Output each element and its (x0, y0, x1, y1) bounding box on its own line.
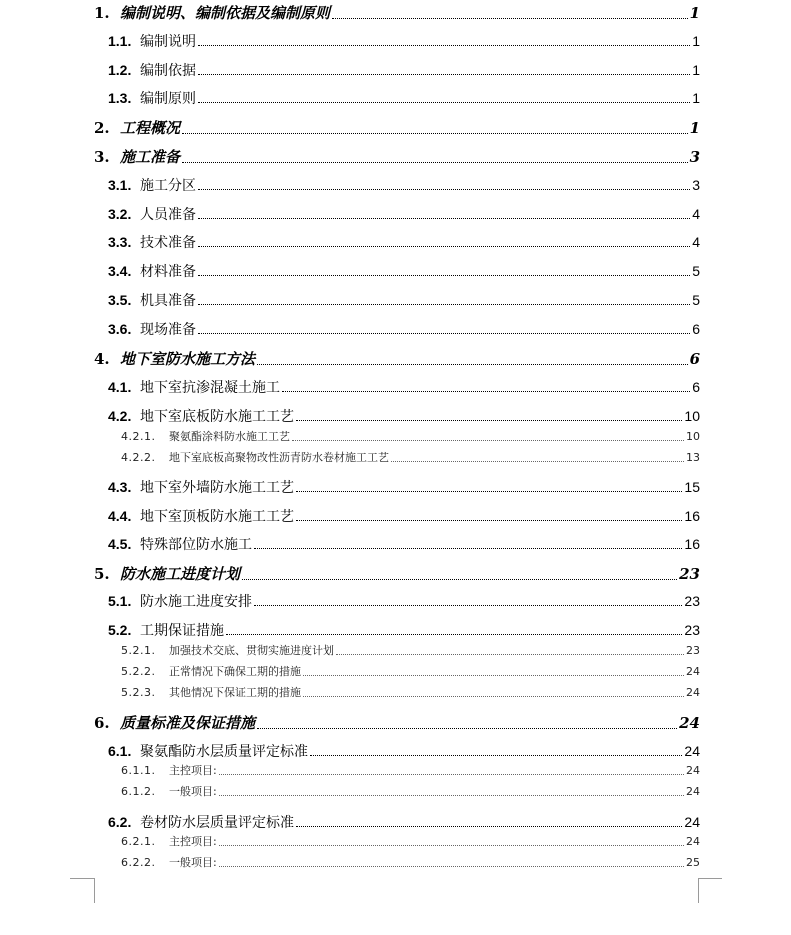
toc-dot-leader (303, 675, 684, 676)
toc-entry[interactable] (108, 509, 700, 524)
toc-entry-number: 6.2. (108, 814, 132, 830)
toc-entry-title: 人员准备 (140, 206, 196, 222)
toc-entry-title: 施工分区 (140, 177, 196, 193)
toc-entry-page-number: 5 (692, 292, 700, 308)
toc-dot-leader (198, 246, 690, 247)
toc-entry-number: 5. (94, 565, 110, 583)
toc-entry[interactable] (108, 264, 700, 279)
toc-entry-page-number: 24 (686, 785, 700, 798)
toc-entry-page-number: 24 (686, 686, 700, 699)
toc-entry-number: 5.2. (108, 622, 132, 638)
toc-dot-leader (296, 520, 682, 521)
toc-entry-title: 正常情况下确保工期的措施 (169, 665, 301, 678)
toc-entry-number: 1.1. (108, 33, 132, 49)
toc-entry-page-number: 1 (689, 119, 700, 137)
toc-entry-title: 地下室外墙防水施工工艺 (140, 479, 294, 495)
toc-entry-number: 6.2.1. (121, 835, 156, 848)
toc-entry-title: 一般项目: (169, 785, 217, 798)
toc-entry-title: 地下室底板防水施工工艺 (140, 408, 294, 424)
toc-entry[interactable] (121, 645, 700, 657)
toc-entry[interactable] (108, 178, 700, 193)
toc-dot-leader (282, 391, 690, 392)
toc-entry-title: 主控项目: (169, 835, 217, 848)
toc-entry-page-number: 1 (692, 33, 700, 49)
toc-dot-leader (198, 304, 690, 305)
toc-dot-leader (219, 845, 684, 846)
toc-entry-number: 2. (94, 119, 110, 137)
toc-entry-title: 地下室底板高聚物改性沥青防水卷材施工工艺 (169, 451, 389, 464)
toc-dot-leader (257, 728, 677, 729)
toc-entry-number: 5.2.3. (121, 686, 156, 699)
toc-entry-page-number: 24 (684, 814, 700, 830)
page-corner-mark-right (698, 878, 722, 903)
toc-entry-title: 聚氨酯涂料防水施工工艺 (169, 430, 290, 443)
toc-entry-number: 4.2. (108, 408, 132, 424)
toc-entry[interactable] (121, 857, 700, 869)
toc-entry[interactable] (108, 34, 700, 49)
toc-entry-title: 现场准备 (140, 321, 196, 337)
toc-entry[interactable] (108, 293, 700, 308)
toc-dot-leader (310, 755, 682, 756)
toc-entry-title: 技术准备 (140, 234, 196, 250)
toc-dot-leader (219, 774, 684, 775)
toc-dot-leader (219, 795, 684, 796)
toc-entry-number: 3.5. (108, 292, 132, 308)
toc-dot-leader (198, 45, 690, 46)
toc-entry-page-number: 3 (689, 148, 700, 166)
toc-entry-page-number: 23 (686, 644, 700, 657)
toc-entry[interactable] (121, 666, 700, 678)
toc-entry-page-number: 24 (684, 743, 700, 759)
toc-dot-leader (296, 420, 682, 421)
toc-dot-leader (198, 333, 690, 334)
toc-entry-title: 施工准备 (120, 148, 181, 166)
toc-entry-title: 工期保证措施 (140, 622, 224, 638)
toc-entry-page-number: 16 (684, 508, 700, 524)
toc-entry[interactable] (94, 5, 700, 22)
toc-entry-page-number: 15 (684, 479, 700, 495)
toc-entry[interactable] (108, 480, 700, 495)
toc-entry-number: 4.3. (108, 479, 132, 495)
toc-entry-title: 编制说明 (140, 33, 196, 49)
toc-dot-leader (292, 440, 684, 441)
toc-entry-number: 3.2. (108, 206, 132, 222)
toc-entry[interactable] (108, 235, 700, 250)
toc-entry-page-number: 10 (686, 430, 700, 443)
toc-entry-page-number: 23 (684, 622, 700, 638)
toc-entry[interactable] (94, 120, 700, 137)
toc-entry-number: 5.2.1. (121, 644, 156, 657)
toc-entry-title: 机具准备 (140, 292, 196, 308)
toc-entry-title: 一般项目: (169, 856, 217, 869)
toc-entry-number: 4. (94, 350, 110, 368)
toc-entry-title: 地下室抗渗混凝土施工 (140, 379, 280, 395)
toc-entry-title: 编制依据 (140, 62, 196, 78)
toc-entry-number: 5.2.2. (121, 665, 156, 678)
toc-entry[interactable] (108, 207, 700, 222)
toc-entry-number: 6. (94, 714, 110, 732)
toc-entry[interactable] (108, 537, 700, 552)
toc-entry[interactable] (108, 744, 700, 759)
toc-entry-number: 3.3. (108, 234, 132, 250)
toc-entry[interactable] (108, 594, 700, 609)
toc-entry-page-number: 25 (686, 856, 700, 869)
toc-entry-title: 卷材防水层质量评定标准 (140, 814, 294, 830)
toc-dot-leader (257, 364, 688, 365)
toc-entry-page-number: 16 (684, 536, 700, 552)
toc-entry-title: 编制原则 (140, 90, 196, 106)
toc-entry-number: 4.1. (108, 379, 132, 395)
toc-entry[interactable] (121, 786, 700, 798)
toc-entry-title: 材料准备 (140, 263, 196, 279)
toc-entry[interactable] (94, 566, 700, 583)
toc-dot-leader (219, 866, 684, 867)
toc-dot-leader (303, 696, 684, 697)
toc-dot-leader (391, 461, 684, 462)
toc-entry-title: 防水施工进度安排 (140, 593, 252, 609)
toc-entry[interactable] (108, 409, 700, 424)
toc-dot-leader (198, 189, 690, 190)
toc-entry-number: 4.4. (108, 508, 132, 524)
toc-entry-number: 1.3. (108, 90, 132, 106)
toc-entry-page-number: 1 (692, 90, 700, 106)
toc-entry-number: 3.6. (108, 321, 132, 337)
toc-entry-page-number: 6 (692, 321, 700, 337)
toc-entry-page-number: 6 (692, 379, 700, 395)
toc-entry-number: 3. (94, 148, 110, 166)
toc-entry-page-number: 10 (684, 408, 700, 424)
toc-entry[interactable] (121, 687, 700, 699)
toc-dot-leader (332, 18, 688, 19)
toc-entry-page-number: 23 (679, 565, 700, 583)
toc-entry-page-number: 23 (684, 593, 700, 609)
toc-entry-page-number: 13 (686, 451, 700, 464)
toc-entry-title: 防水施工进度计划 (120, 565, 241, 583)
toc-entry-number: 5.1. (108, 593, 132, 609)
toc-dot-leader (254, 548, 682, 549)
toc-entry[interactable] (108, 380, 700, 395)
toc-entry-page-number: 5 (692, 263, 700, 279)
toc-entry-number: 4.5. (108, 536, 132, 552)
toc-dot-leader (198, 218, 690, 219)
toc-entry-page-number: 1 (692, 62, 700, 78)
toc-dot-leader (296, 491, 682, 492)
toc-dot-leader (336, 654, 684, 655)
toc-dot-leader (182, 133, 688, 134)
page-corner-mark-left (70, 878, 95, 903)
toc-entry-title: 编制说明、编制依据及编制原则 (120, 4, 331, 22)
toc-entry-title: 质量标准及保证措施 (120, 714, 256, 732)
toc-entry[interactable] (121, 431, 700, 443)
toc-entry-number: 4.2.1. (121, 430, 156, 443)
toc-entry[interactable] (108, 91, 700, 106)
toc-dot-leader (242, 579, 677, 580)
toc-entry-number: 6.1. (108, 743, 132, 759)
toc-entry-page-number: 3 (692, 177, 700, 193)
toc-entry-page-number: 4 (692, 206, 700, 222)
toc-entry-page-number: 24 (686, 835, 700, 848)
toc-entry-page-number: 6 (689, 350, 700, 368)
toc-dot-leader (198, 275, 690, 276)
toc-entry-title: 工程概况 (120, 119, 181, 137)
toc-dot-leader (226, 634, 682, 635)
toc-entry[interactable] (121, 836, 700, 848)
toc-dot-leader (198, 74, 690, 75)
toc-entry-number: 6.1.1. (121, 764, 156, 777)
toc-entry-number: 6.1.2. (121, 785, 156, 798)
toc-entry[interactable] (108, 63, 700, 78)
toc-entry-page-number: 1 (689, 4, 700, 22)
toc-entry-number: 3.4. (108, 263, 132, 279)
toc-dot-leader (296, 826, 682, 827)
toc-entry-title: 主控项目: (169, 764, 217, 777)
toc-entry-title: 地下室顶板防水施工工艺 (140, 508, 294, 524)
toc-entry[interactable] (121, 452, 700, 464)
toc-entry-title: 聚氨酯防水层质量评定标准 (140, 743, 308, 759)
toc-entry-title: 加强技术交底、贯彻实施进度计划 (169, 644, 334, 657)
toc-dot-leader (254, 605, 682, 606)
toc-entry-number: 1. (94, 4, 110, 22)
toc-entry-number: 4.2.2. (121, 451, 156, 464)
toc-entry[interactable] (94, 149, 700, 166)
toc-entry[interactable] (94, 715, 700, 732)
toc-entry-page-number: 4 (692, 234, 700, 250)
toc-dot-leader (182, 162, 688, 163)
toc-entry-title: 特殊部位防水施工 (140, 536, 252, 552)
toc-dot-leader (198, 102, 690, 103)
toc-entry-number: 1.2. (108, 62, 132, 78)
toc-entry-page-number: 24 (686, 665, 700, 678)
toc-entry[interactable] (108, 623, 700, 638)
toc-entry-title: 地下室防水施工方法 (120, 350, 256, 368)
toc-entry-title: 其他情况下保证工期的措施 (169, 686, 301, 699)
toc-entry[interactable] (121, 765, 700, 777)
toc-entry-page-number: 24 (679, 714, 700, 732)
toc-entry[interactable] (108, 815, 700, 830)
toc-entry[interactable] (108, 322, 700, 337)
toc-entry-number: 6.2.2. (121, 856, 156, 869)
toc-entry-number: 3.1. (108, 177, 132, 193)
toc-entry[interactable] (94, 351, 700, 368)
toc-entry-page-number: 24 (686, 764, 700, 777)
